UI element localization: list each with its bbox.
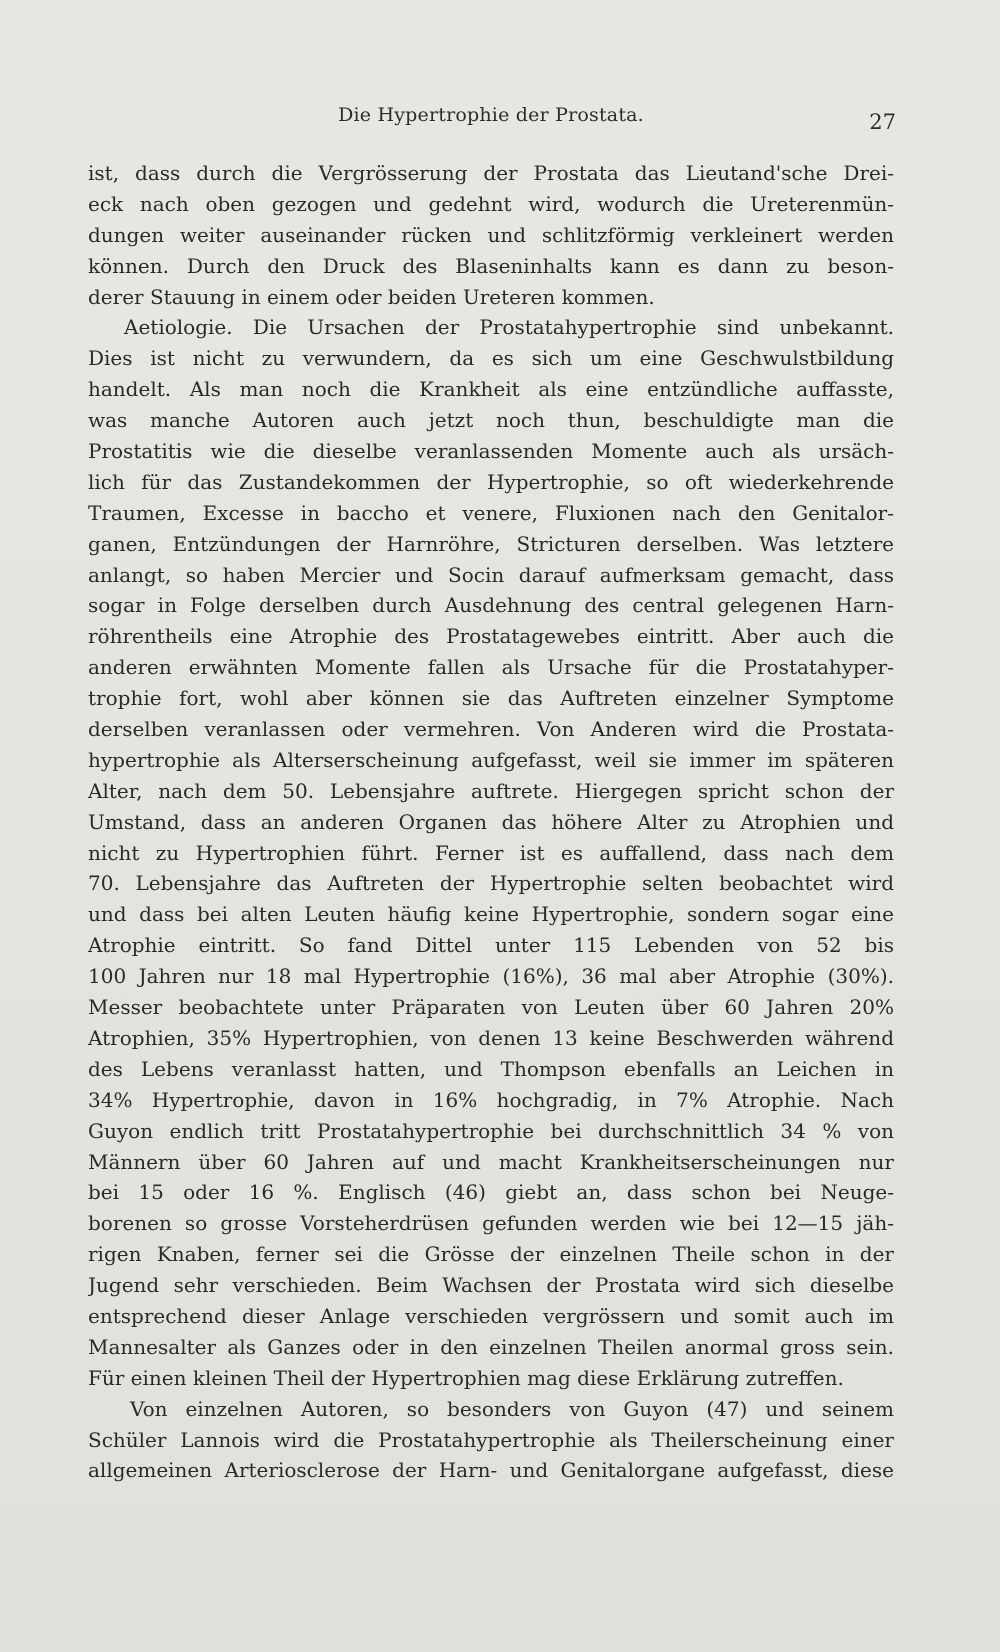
text-line: 70. Lebensjahre das Auftreten der Hypertrophie selten beobachtet wird [88, 871, 894, 896]
text-line: 100 Jahren nur 18 mal Hypertrophie (16%), 36 mal aber Atrophie (30%). [88, 964, 894, 989]
text-line: Mannesalter als Ganzes oder in den einzelnen Theilen anormal gross sein. [88, 1334, 894, 1359]
text-line: allgemeinen Arteriosclerose der Harn- und Genitalorgane aufgefasst, diese [88, 1458, 894, 1483]
text-line: Umstand, dass an anderen Organen das höhere Alter zu Atrophien und [88, 809, 894, 834]
text-line: Atrophien, 35% Hypertrophien, von denen 13 keine Beschwerden während [88, 1025, 894, 1050]
text-line: Aetiologie. Die Ursachen der Prostatahypertrophie sind unbekannt. [124, 315, 894, 340]
text-line: entsprechend dieser Anlage verschieden vergrössern und somit auch im [88, 1303, 894, 1328]
text-line: Guyon endlich tritt Prostatahypertrophie bei durchschnittlich 34 % von [88, 1118, 894, 1143]
text-line: ganen, Entzündungen der Harnröhre, Stricturen derselben. Was letztere [88, 531, 894, 556]
text-line: Dies ist nicht zu verwundern, da es sich um eine Geschwulstbildung [88, 346, 894, 371]
body-text [88, 158, 894, 1486]
text-line: Für einen kleinen Theil der Hypertrophien mag diese Erklärung zutreffen. [88, 1365, 844, 1390]
text-line: rigen Knaben, ferner sei die Grösse der einzelnen Theile schon in der [88, 1242, 894, 1267]
running-title: Die Hypertrophie der Prostata. [338, 104, 644, 126]
text-line: hypertrophie als Alterserscheinung aufgefasst, weil sie immer im späteren [88, 747, 894, 772]
text-line: lich für das Zustandekommen der Hypertrophie, so oft wiederkehrende [88, 469, 894, 494]
text-line: borenen so grosse Vorsteherdrüsen gefunden werden wie bei 12—15 jäh- [88, 1211, 894, 1236]
text-line: können. Durch den Druck des Blaseninhalts kann es dann zu beson- [88, 253, 894, 278]
text-line: Männern über 60 Jahren auf und macht Krankheitserscheinungen nur [88, 1149, 894, 1174]
running-head [86, 104, 896, 140]
text-line: nicht zu Hypertrophien führt. Ferner ist es auffallend, dass nach dem [88, 840, 894, 865]
text-line: ist, dass durch die Vergrösserung der Prostata das Lieutand'sche Drei- [88, 161, 894, 185]
page-number: 27 [869, 110, 896, 134]
text-line: Jugend sehr verschieden. Beim Wachsen der Prostata wird sich dieselbe [88, 1273, 894, 1298]
text-line: bei 15 oder 16 %. Englisch (46) giebt an, dass schon bei Neuge- [88, 1180, 894, 1205]
text-line: anlangt, so haben Mercier und Socin darauf aufmerksam gemacht, dass [88, 562, 894, 587]
text-line: Atrophie eintritt. So fand Dittel unter 115 Lebenden von 52 bis [88, 933, 894, 958]
text-line: Alter, nach dem 50. Lebensjahre auftrete. Hiergegen spricht schon der [88, 778, 894, 803]
text-line: Traumen, Excesse in baccho et venere, Fluxionen nach den Genitalor- [88, 500, 894, 525]
text-line: des Lebens veranlasst hatten, und Thompson ebenfalls an Leichen in [88, 1056, 894, 1081]
text-line: derselben veranlassen oder vermehren. Von Anderen wird die Prostata- [88, 717, 894, 742]
text-line: trophie fort, wohl aber können sie das Auftreten einzelner Symptome [88, 686, 894, 711]
text-line: dungen weiter auseinander rücken und schlitzförmig verkleinert werden [88, 222, 894, 247]
text-line: handelt. Als man noch die Krankheit als eine entzündliche auffasste, [88, 377, 894, 402]
text-line: Messer beobachtete unter Präparaten von Leuten über 60 Jahren 20% [88, 995, 894, 1020]
text-line: Schüler Lannois wird die Prostatahypertrophie als Theilerscheinung einer [88, 1427, 894, 1452]
text-line: Von einzelnen Autoren, so besonders von Guyon (47) und seinem [130, 1396, 894, 1421]
text-line: eck nach oben gezogen und gedehnt wird, wodurch die Ureterenmün- [88, 191, 894, 216]
text-line: röhrentheils eine Atrophie des Prostatagewebes eintritt. Aber auch die [88, 624, 894, 649]
text-line: anderen erwähnten Momente fallen als Ursache für die Prostatahyper- [88, 655, 894, 680]
text-line: sogar in Folge derselben durch Ausdehnung des central gelegenen Harn- [88, 593, 894, 618]
text-line: und dass bei alten Leuten häufig keine Hypertrophie, sondern sogar eine [88, 902, 894, 927]
text-line: Prostatitis wie die dieselbe veranlassenden Momente auch als ursäch- [88, 439, 894, 464]
text-line: 34% Hypertrophie, davon in 16% hochgradig, in 7% Atrophie. Nach [88, 1087, 894, 1112]
text-line: was manche Autoren auch jetzt noch thun, beschuldigte man die [88, 408, 894, 433]
text-line: derer Stauung in einem oder beiden Ureteren kommen. [88, 284, 655, 309]
